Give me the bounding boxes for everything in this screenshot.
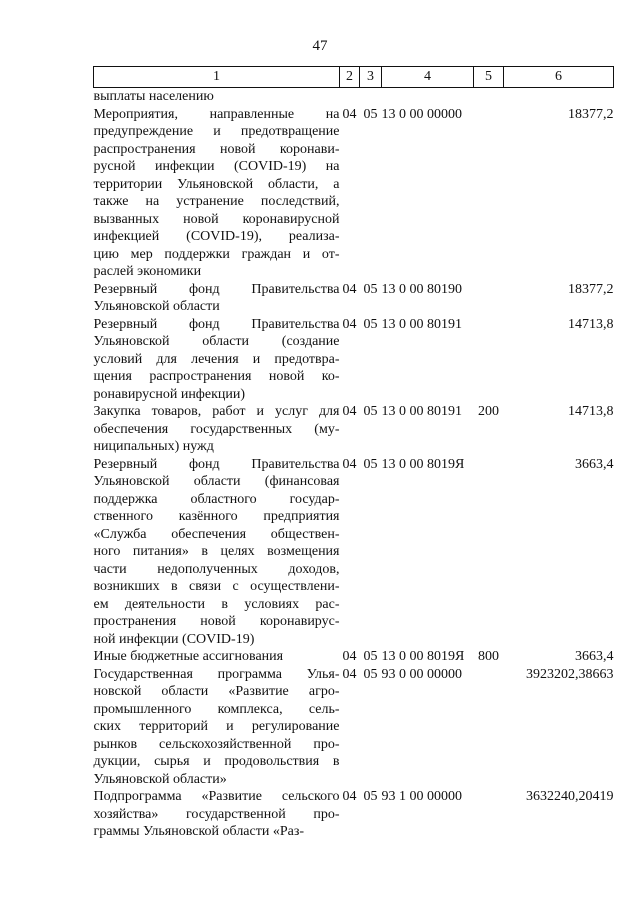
section-code: 04 <box>342 404 357 419</box>
table-header-row <box>94 67 614 88</box>
table-row <box>94 456 614 649</box>
amount: 18377,2 <box>568 106 614 122</box>
header-col-2: 2 <box>340 67 360 88</box>
table-row <box>94 281 614 316</box>
target-article-code: 13 0 00 80190 <box>381 281 462 297</box>
table-row <box>94 648 614 666</box>
amount: 3632240,20419 <box>526 789 614 804</box>
section-code <box>340 88 360 106</box>
description-line: раслей экономики <box>93 264 202 279</box>
section-code: 04 <box>342 649 357 664</box>
expense-type-code <box>474 88 504 106</box>
header-col-1: 1 <box>94 67 340 88</box>
row-description <box>94 106 340 281</box>
row-description <box>94 456 340 649</box>
target-article-code: 93 1 00 00000 <box>381 789 462 804</box>
target-article-code: 13 0 00 80191 <box>381 316 462 332</box>
subsection-code: 05 <box>363 106 378 122</box>
row-description <box>94 648 340 666</box>
header-col-5: 5 <box>474 67 504 88</box>
description-line: части недополученных доходов, <box>93 561 340 577</box>
expense-type-code <box>474 316 504 404</box>
description-line: цию мер поддержки граждан и от- <box>93 246 340 262</box>
description-line: промышленного комплекса, сель- <box>93 701 340 717</box>
description-line: поддержка областного государ- <box>93 491 340 507</box>
description-line: Резервный фонд Правительства <box>93 316 340 332</box>
description-line: Ульяновской области» <box>93 771 227 787</box>
table-row <box>94 403 614 456</box>
subsection-code: 05 <box>363 316 378 332</box>
target-article-code: 13 0 00 00000 <box>381 106 462 122</box>
section-code: 04 <box>342 456 357 472</box>
row-description <box>94 403 340 456</box>
table-row <box>94 788 614 841</box>
target-article-code: 13 0 00 8019Я <box>381 649 465 664</box>
header-col-3: 3 <box>360 67 382 88</box>
description-line: Закупка товаров, работ и услуг для <box>93 404 340 419</box>
description-line: возникших в связи с осуществлени- <box>93 579 340 594</box>
description-line: дукции, сырья и продовольствия в <box>93 754 340 769</box>
description-line: Иные бюджетные ассигнования <box>93 649 284 664</box>
description-line: Ульяновской области (финансовая <box>93 474 340 489</box>
subsection-code: 05 <box>363 649 378 664</box>
amount: 14713,8 <box>568 404 614 419</box>
expense-type-code: 200 <box>478 404 499 419</box>
description-line: пространения новой коронавирус- <box>93 614 340 629</box>
target-article-code <box>382 88 474 106</box>
description-line: Ульяновской области (создание <box>93 334 340 349</box>
description-line: предупреждение и предотвращение <box>93 124 340 139</box>
description-line: Мероприятия, направленные на <box>93 106 340 122</box>
section-code: 04 <box>342 316 357 332</box>
description-line: Ульяновской области <box>93 299 220 314</box>
expense-type-code <box>474 456 504 649</box>
description-line: Резервный фонд Правительства <box>93 456 340 472</box>
description-line: Резервный фонд Правительства <box>93 281 340 297</box>
subsection-code: 05 <box>363 666 378 682</box>
expense-type-code <box>474 666 504 789</box>
row-description <box>94 88 340 106</box>
amount: 18377,2 <box>568 281 614 297</box>
description-line: ной инфекции (COVID-19) <box>93 631 255 647</box>
description-line: условий для лечения и предотвра- <box>93 351 340 367</box>
description-line: ских территорий и регулирование <box>93 719 340 734</box>
subsection-code: 05 <box>363 789 378 804</box>
section-code: 04 <box>342 666 357 682</box>
table-body <box>94 88 614 841</box>
row-description <box>94 788 340 841</box>
description-line: Подпрограмма «Развитие сельского <box>93 789 340 804</box>
row-description <box>94 316 340 404</box>
table-row <box>94 666 614 789</box>
description-line: территории Ульяновской области, а <box>93 176 340 192</box>
table-row <box>94 316 614 404</box>
description-line: ного питания» в целях возмещения <box>93 544 340 559</box>
description-line: русной инфекции (COVID-19) на <box>93 159 340 174</box>
header-col-6: 6 <box>504 67 614 88</box>
expense-type-code <box>474 788 504 841</box>
target-article-code: 93 0 00 00000 <box>381 666 462 682</box>
subsection-code: 05 <box>363 404 378 419</box>
description-line: ем деятельности в условиях рас- <box>93 596 340 612</box>
description-line: выплаты населению <box>93 89 214 104</box>
description-line: распространения новой коронави- <box>93 141 340 157</box>
amount: 3923202,38663 <box>526 666 614 682</box>
target-article-code: 13 0 00 8019Я <box>381 456 465 472</box>
description-line: «Служба обеспечения обществен- <box>93 526 340 542</box>
budget-table <box>93 66 614 841</box>
description-line: вызванных новой коронавирусной <box>93 211 340 227</box>
description-line: новской области «Развитие агро- <box>93 684 340 699</box>
subsection-code <box>360 88 382 106</box>
table-row <box>94 88 614 106</box>
amount: 3663,4 <box>575 649 614 664</box>
amount: 14713,8 <box>568 316 614 332</box>
description-line: инфекцией (COVID-19), реализа- <box>93 229 340 244</box>
subsection-code: 05 <box>363 456 378 472</box>
subsection-code: 05 <box>363 281 378 297</box>
description-line: рынков сельскохозяйственной про- <box>93 736 340 752</box>
description-line: ронавирусной инфекции) <box>93 386 246 402</box>
amount <box>504 88 614 106</box>
description-line: щения распространения новой ко- <box>93 369 340 384</box>
description-line: хозяйства» государственной про- <box>93 806 340 822</box>
description-line: Государственная программа Улья- <box>93 666 340 682</box>
amount: 3663,4 <box>575 456 614 472</box>
expense-type-code: 800 <box>478 649 499 664</box>
description-line: ственного казённого предприятия <box>93 509 340 524</box>
expense-type-code <box>474 106 504 281</box>
description-line: также на устранение последствий, <box>93 194 340 209</box>
section-code: 04 <box>342 789 357 804</box>
description-line: ниципальных) нужд <box>93 439 214 454</box>
table-row <box>94 106 614 281</box>
expense-type-code <box>474 281 504 316</box>
row-description <box>94 281 340 316</box>
section-code: 04 <box>342 106 357 122</box>
header-col-4: 4 <box>382 67 474 88</box>
target-article-code: 13 0 00 80191 <box>381 404 462 419</box>
section-code: 04 <box>342 281 357 297</box>
description-line: обеспечения государственных (му- <box>93 421 340 437</box>
page-number: 47 <box>312 38 328 54</box>
row-description <box>94 666 340 789</box>
description-line: граммы Ульяновской области «Раз- <box>93 824 305 839</box>
